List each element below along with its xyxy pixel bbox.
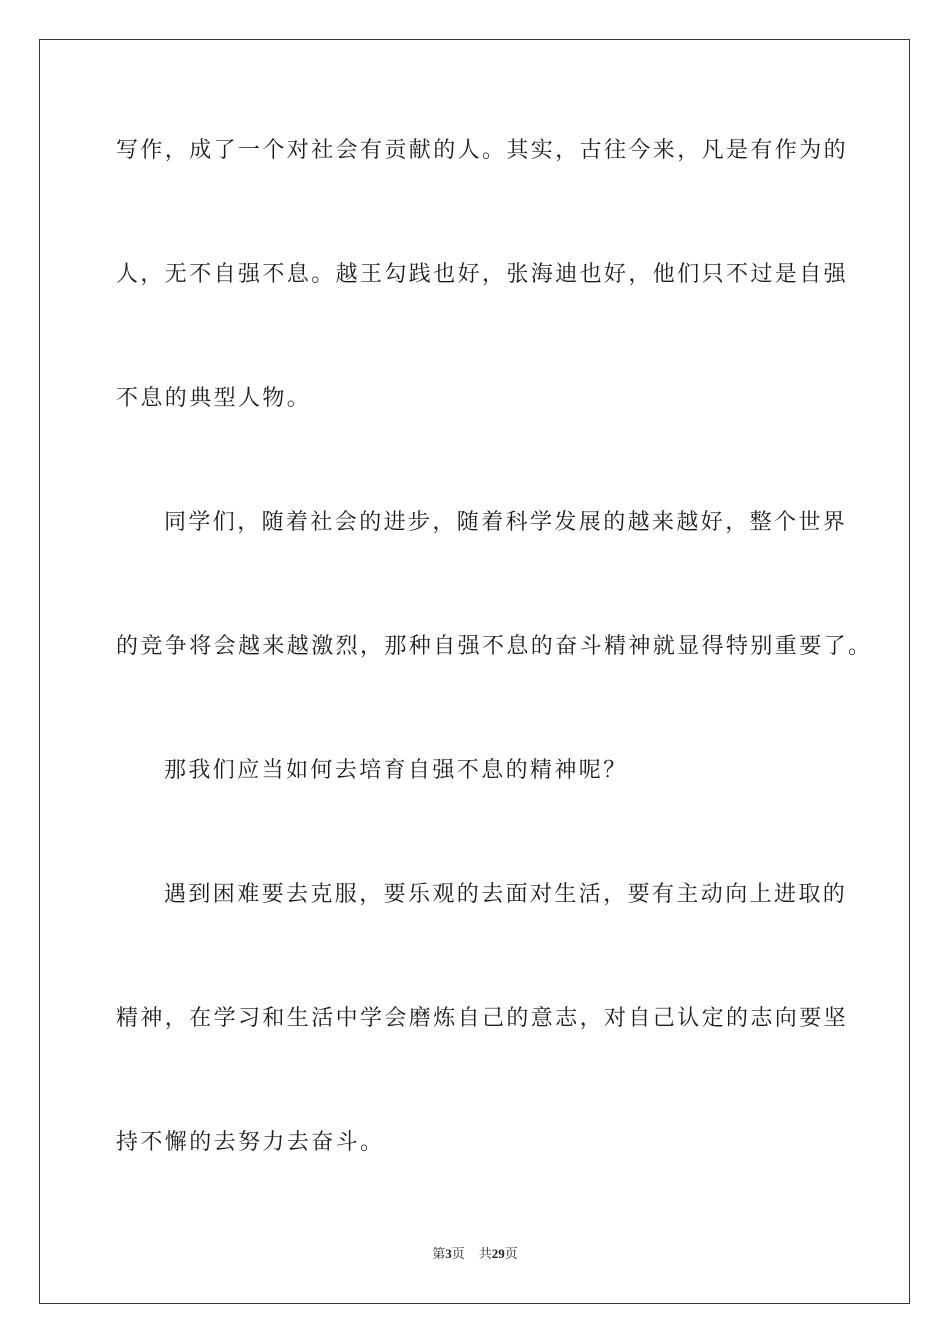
text-line-1: 写作，成了一个对社会有贡献的人。其实，古往今来，凡是有作为的 <box>116 138 849 163</box>
total-prefix: 共 <box>478 1247 492 1262</box>
text-line-4: 同学们，随着社会的进步，随着科学发展的越来越好，整个世界 <box>164 510 848 535</box>
text-line-8: 精神，在学习和生活中学会磨炼自己的意志，对自己认定的志向要坚 <box>116 1006 849 1031</box>
total-pages: 29 <box>491 1246 505 1261</box>
text-line-2: 人，无不自强不息。越王勾践也好，张海迪也好，他们只不过是自强 <box>116 262 849 287</box>
page-prefix: 第 <box>432 1247 446 1262</box>
text-line-5: 的竞争将会越来越激烈，那种自强不息的奋斗精神就显得特别重要了。 <box>116 634 873 659</box>
total-suffix: 页 <box>504 1247 518 1262</box>
text-line-9: 持不懈的去努力去奋斗。 <box>116 1130 385 1155</box>
page-footer <box>0 1245 950 1264</box>
page-number: 3 <box>445 1246 452 1261</box>
page-suffix: 页 <box>451 1247 465 1262</box>
text-line-3: 不息的典型人物。 <box>116 386 312 411</box>
text-line-6: 那我们应当如何去培育自强不息的精神呢？ <box>164 758 628 783</box>
text-line-7: 遇到困难要去克服，要乐观的去面对生活，要有主动向上进取的 <box>164 882 848 907</box>
page-border <box>39 39 910 1304</box>
